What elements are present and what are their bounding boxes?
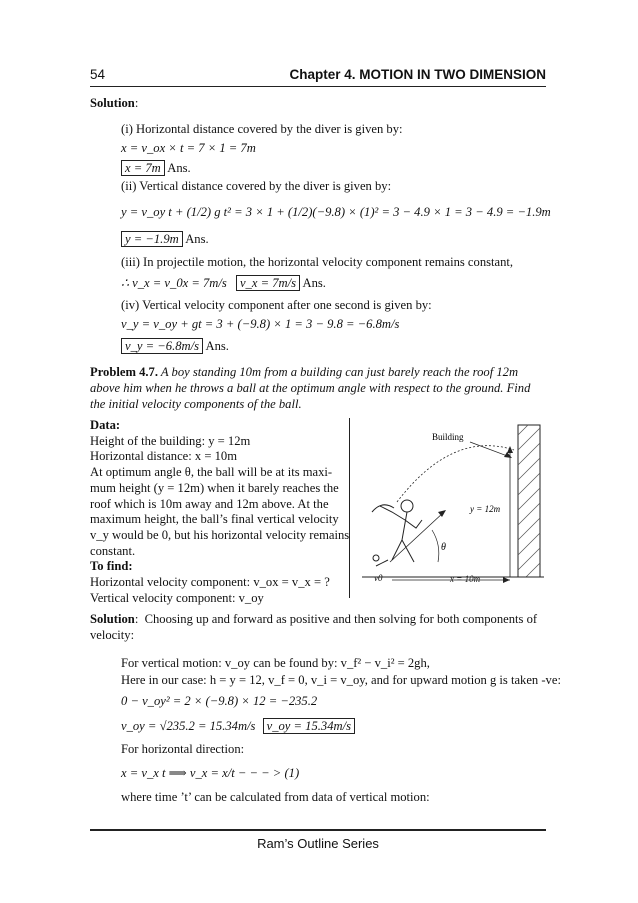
equation-4: v_y = v_oy + gt = 3 + (−9.8) × 1 = 3 − 9.8 = −6.8m/s [121, 317, 400, 331]
answer-2-label: Ans. [185, 232, 209, 246]
building-pointer [470, 442, 510, 457]
answer-5-box: v_oy = 15.34m/s [263, 718, 355, 734]
chapter-title: Chapter 4. MOTION IN TWO DIMENSION [289, 67, 546, 82]
find-heading: To find: [90, 559, 133, 574]
problem-statement [90, 364, 548, 412]
solution-2-intro-text: Choosing up and forward as positive and then solving for both components of velocity: [90, 612, 538, 642]
equation-6-row [121, 718, 355, 734]
equation-5: 0 − v_oy² = 2 × (−9.8) × 12 = −235.2 [121, 694, 318, 708]
header-rule [90, 86, 546, 87]
data-section [90, 418, 349, 606]
footer-text: Ram’s Outline Series [257, 836, 379, 851]
figure-divider [349, 418, 350, 598]
building-label: Building [432, 432, 464, 442]
data-line: At optimum angle θ, the ball will be at its maxi- [90, 465, 333, 480]
step-3-text: (iii) In projectile motion, the horizontal velocity component remains constant, [121, 255, 514, 269]
answer-1-box: x = 7m [121, 160, 165, 176]
data-line: roof which is 10m away and 12m above. At the [90, 496, 329, 511]
footer-rule [90, 829, 546, 831]
answer-4 [121, 338, 229, 354]
problem-label: Problem 4.7. [90, 365, 158, 379]
ball-trajectory [397, 446, 514, 502]
distance-arrowhead [503, 577, 510, 583]
height-arrowhead [507, 446, 513, 453]
equation-3-row [121, 275, 326, 291]
equation-2: y = v_oy t + (1/2) g t² = 3 × 1 + (1/2)(−9.8) × (1)² = 3 − 4.9 × 1 = 3 − 4.9 = −1.9m [121, 205, 551, 219]
data-line: maximum height, the ball’s final vertical velocity [90, 512, 339, 527]
step-4-text: (iv) Vertical velocity component after one second is given by: [121, 298, 432, 312]
horizontal-direction-line: For horizontal direction: [121, 742, 245, 756]
answer-4-box: v_y = −6.8m/s [121, 338, 203, 354]
data-heading: Data: [90, 418, 121, 432]
find-line: Horizontal velocity component: v_ox = v_x = ? [90, 575, 330, 590]
answer-1 [121, 160, 191, 176]
answer-3-label: Ans. [302, 276, 326, 290]
data-line: constant. [90, 543, 136, 558]
v0-label: v0 [374, 573, 383, 583]
distance-label: x = 10m [450, 574, 481, 584]
equation-7: x = v_x t ⟹ v_x = x/t − − − > (1) [121, 766, 300, 780]
solution-2-heading: Solution [90, 612, 135, 626]
data-line: Height of the building: y = 12m [90, 433, 251, 448]
equation-6: v_oy = √235.2 = 15.34m/s [121, 719, 256, 733]
answer-3-box: v_x = 7m/s [236, 275, 300, 291]
building [518, 425, 540, 577]
answer-2 [121, 231, 209, 247]
answer-1-label: Ans. [167, 161, 191, 175]
angle-label: θ [441, 542, 446, 553]
solution-2-intro: Solution: Choosing up and forward as positive and then solving for both components of velocity: [90, 612, 538, 642]
height-label: y = 12m [470, 504, 501, 514]
step-2-text: (ii) Vertical distance covered by the diver is given by: [121, 179, 392, 193]
data-line: Horizontal distance: x = 10m [90, 449, 237, 464]
case-values-line: Here in our case: h = y = 12, v_f = 0, v_i = v_oy, and for upward motion g is taken -ve: [121, 673, 561, 687]
time-note: where time ’t’ can be calculated from data of vertical motion: [121, 790, 430, 804]
problem-text: A boy standing 10m from a building can just barely reach the roof 12m above him when he throws a ball at the optimum angle with respect to the ground. Find the initial velocity components of the ball. [90, 365, 531, 411]
step-1-text: (i) Horizontal distance covered by the diver is given by: [121, 122, 403, 136]
equation-1: x = v_ox × t = 7 × 1 = 7m [121, 141, 256, 155]
equation-3: ∴ v_x = v_0x = 7m/s [121, 276, 227, 290]
answer-2-box: y = −1.9m [121, 231, 183, 247]
data-line: v_y would be 0, but his horizontal velocity remains [90, 527, 350, 542]
vertical-motion-line: For vertical motion: v_oy can be found by: v_f² − v_i² = 2gh, [121, 656, 430, 670]
solution-heading: Solution: [90, 96, 139, 110]
find-line: Vertical velocity component: v_oy [90, 590, 264, 605]
projectile-figure [352, 420, 550, 600]
angle-arc [432, 530, 439, 562]
answer-4-label: Ans. [205, 339, 229, 353]
boy-figure [372, 500, 422, 566]
page-number: 54 [90, 67, 106, 82]
data-line: mum height (y = 12m) when it barely reaches the [90, 480, 339, 495]
